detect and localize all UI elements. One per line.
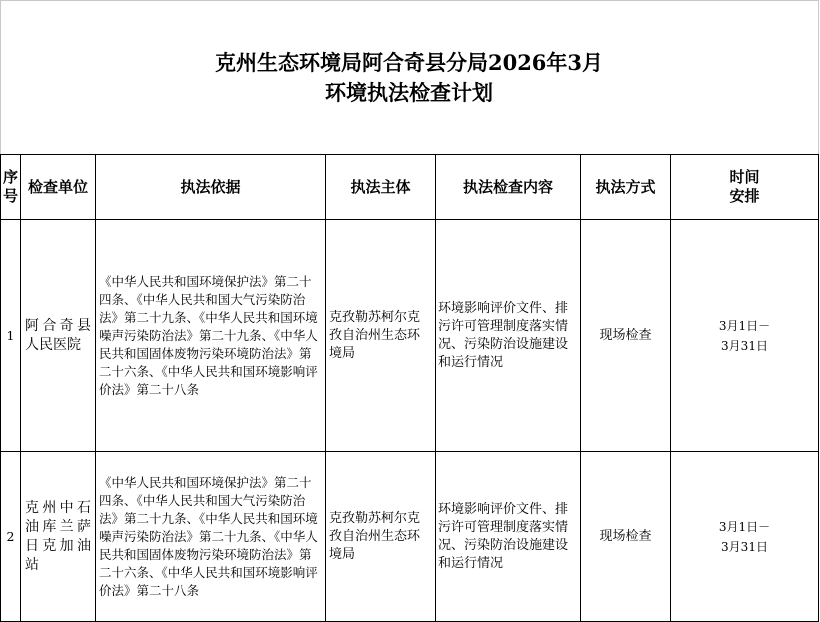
legal-basis: 《中华人民共和国环境保护法》第二十四条、《中华人民共和国大气污染防治法》第二十九条、《中华人民共和国环境噪声污染防治法》第二十九条、《中华人民共和国固体废物污染环境防治法》第二十六条、《中华人民共和国环境影响评价法》第二十八条 bbox=[96, 452, 326, 622]
time-end: 3月31日 bbox=[721, 338, 768, 353]
header-time-line-1: 时间 bbox=[729, 168, 760, 186]
row-number: 2 bbox=[1, 452, 21, 622]
table-row bbox=[1, 220, 819, 452]
header-row bbox=[1, 155, 819, 220]
title-line-2: 环境执法检查计划 bbox=[325, 80, 493, 105]
time-start: 3月1日－ bbox=[718, 318, 771, 333]
inspection-method: 现场检查 bbox=[581, 220, 671, 452]
header-content: 执法检查内容 bbox=[436, 155, 581, 220]
title-line-1: 克州生态环境局阿合奇县分局2026年3月 bbox=[214, 50, 604, 75]
time-end: 3月31日 bbox=[721, 539, 768, 554]
sheet-border-right bbox=[818, 0, 819, 154]
inspection-content: 环境影响评价文件、排污许可管理制度落实情况、污染防治设施建设和运行情况 bbox=[436, 452, 581, 622]
header-unit: 检查单位 bbox=[21, 155, 96, 220]
header-time-line-2: 安排 bbox=[729, 187, 760, 205]
document-title bbox=[0, 48, 818, 108]
time-start: 3月1日－ bbox=[718, 519, 771, 534]
row-number: 1 bbox=[1, 220, 21, 452]
inspection-content: 环境影响评价文件、排污许可管理制度落实情况、污染防治设施建设和运行情况 bbox=[436, 220, 581, 452]
table-row bbox=[1, 452, 819, 622]
sheet-border-top bbox=[0, 0, 818, 1]
header-no: 序号 bbox=[1, 155, 21, 220]
inspected-unit: 克州中石油库兰萨日克加油站 bbox=[21, 452, 96, 622]
header-basis: 执法依据 bbox=[96, 155, 326, 220]
enforcement-subject: 克孜勒苏柯尔克孜自治州生态环境局 bbox=[326, 452, 436, 622]
time-schedule bbox=[671, 452, 819, 622]
header-time bbox=[671, 155, 819, 220]
time-schedule bbox=[671, 220, 819, 452]
inspection-method: 现场检查 bbox=[581, 452, 671, 622]
header-subject: 执法主体 bbox=[326, 155, 436, 220]
inspection-plan-table bbox=[0, 154, 819, 622]
enforcement-subject: 克孜勒苏柯尔克孜自治州生态环境局 bbox=[326, 220, 436, 452]
legal-basis: 《中华人民共和国环境保护法》第二十四条、《中华人民共和国大气污染防治法》第二十九条、《中华人民共和国环境噪声污染防治法》第二十九条、《中华人民共和国固体废物污染环境防治法》第二十六条、《中华人民共和国环境影响评价法》第二十八条 bbox=[96, 220, 326, 452]
header-method: 执法方式 bbox=[581, 155, 671, 220]
inspected-unit: 阿合奇县人民医院 bbox=[21, 220, 96, 452]
